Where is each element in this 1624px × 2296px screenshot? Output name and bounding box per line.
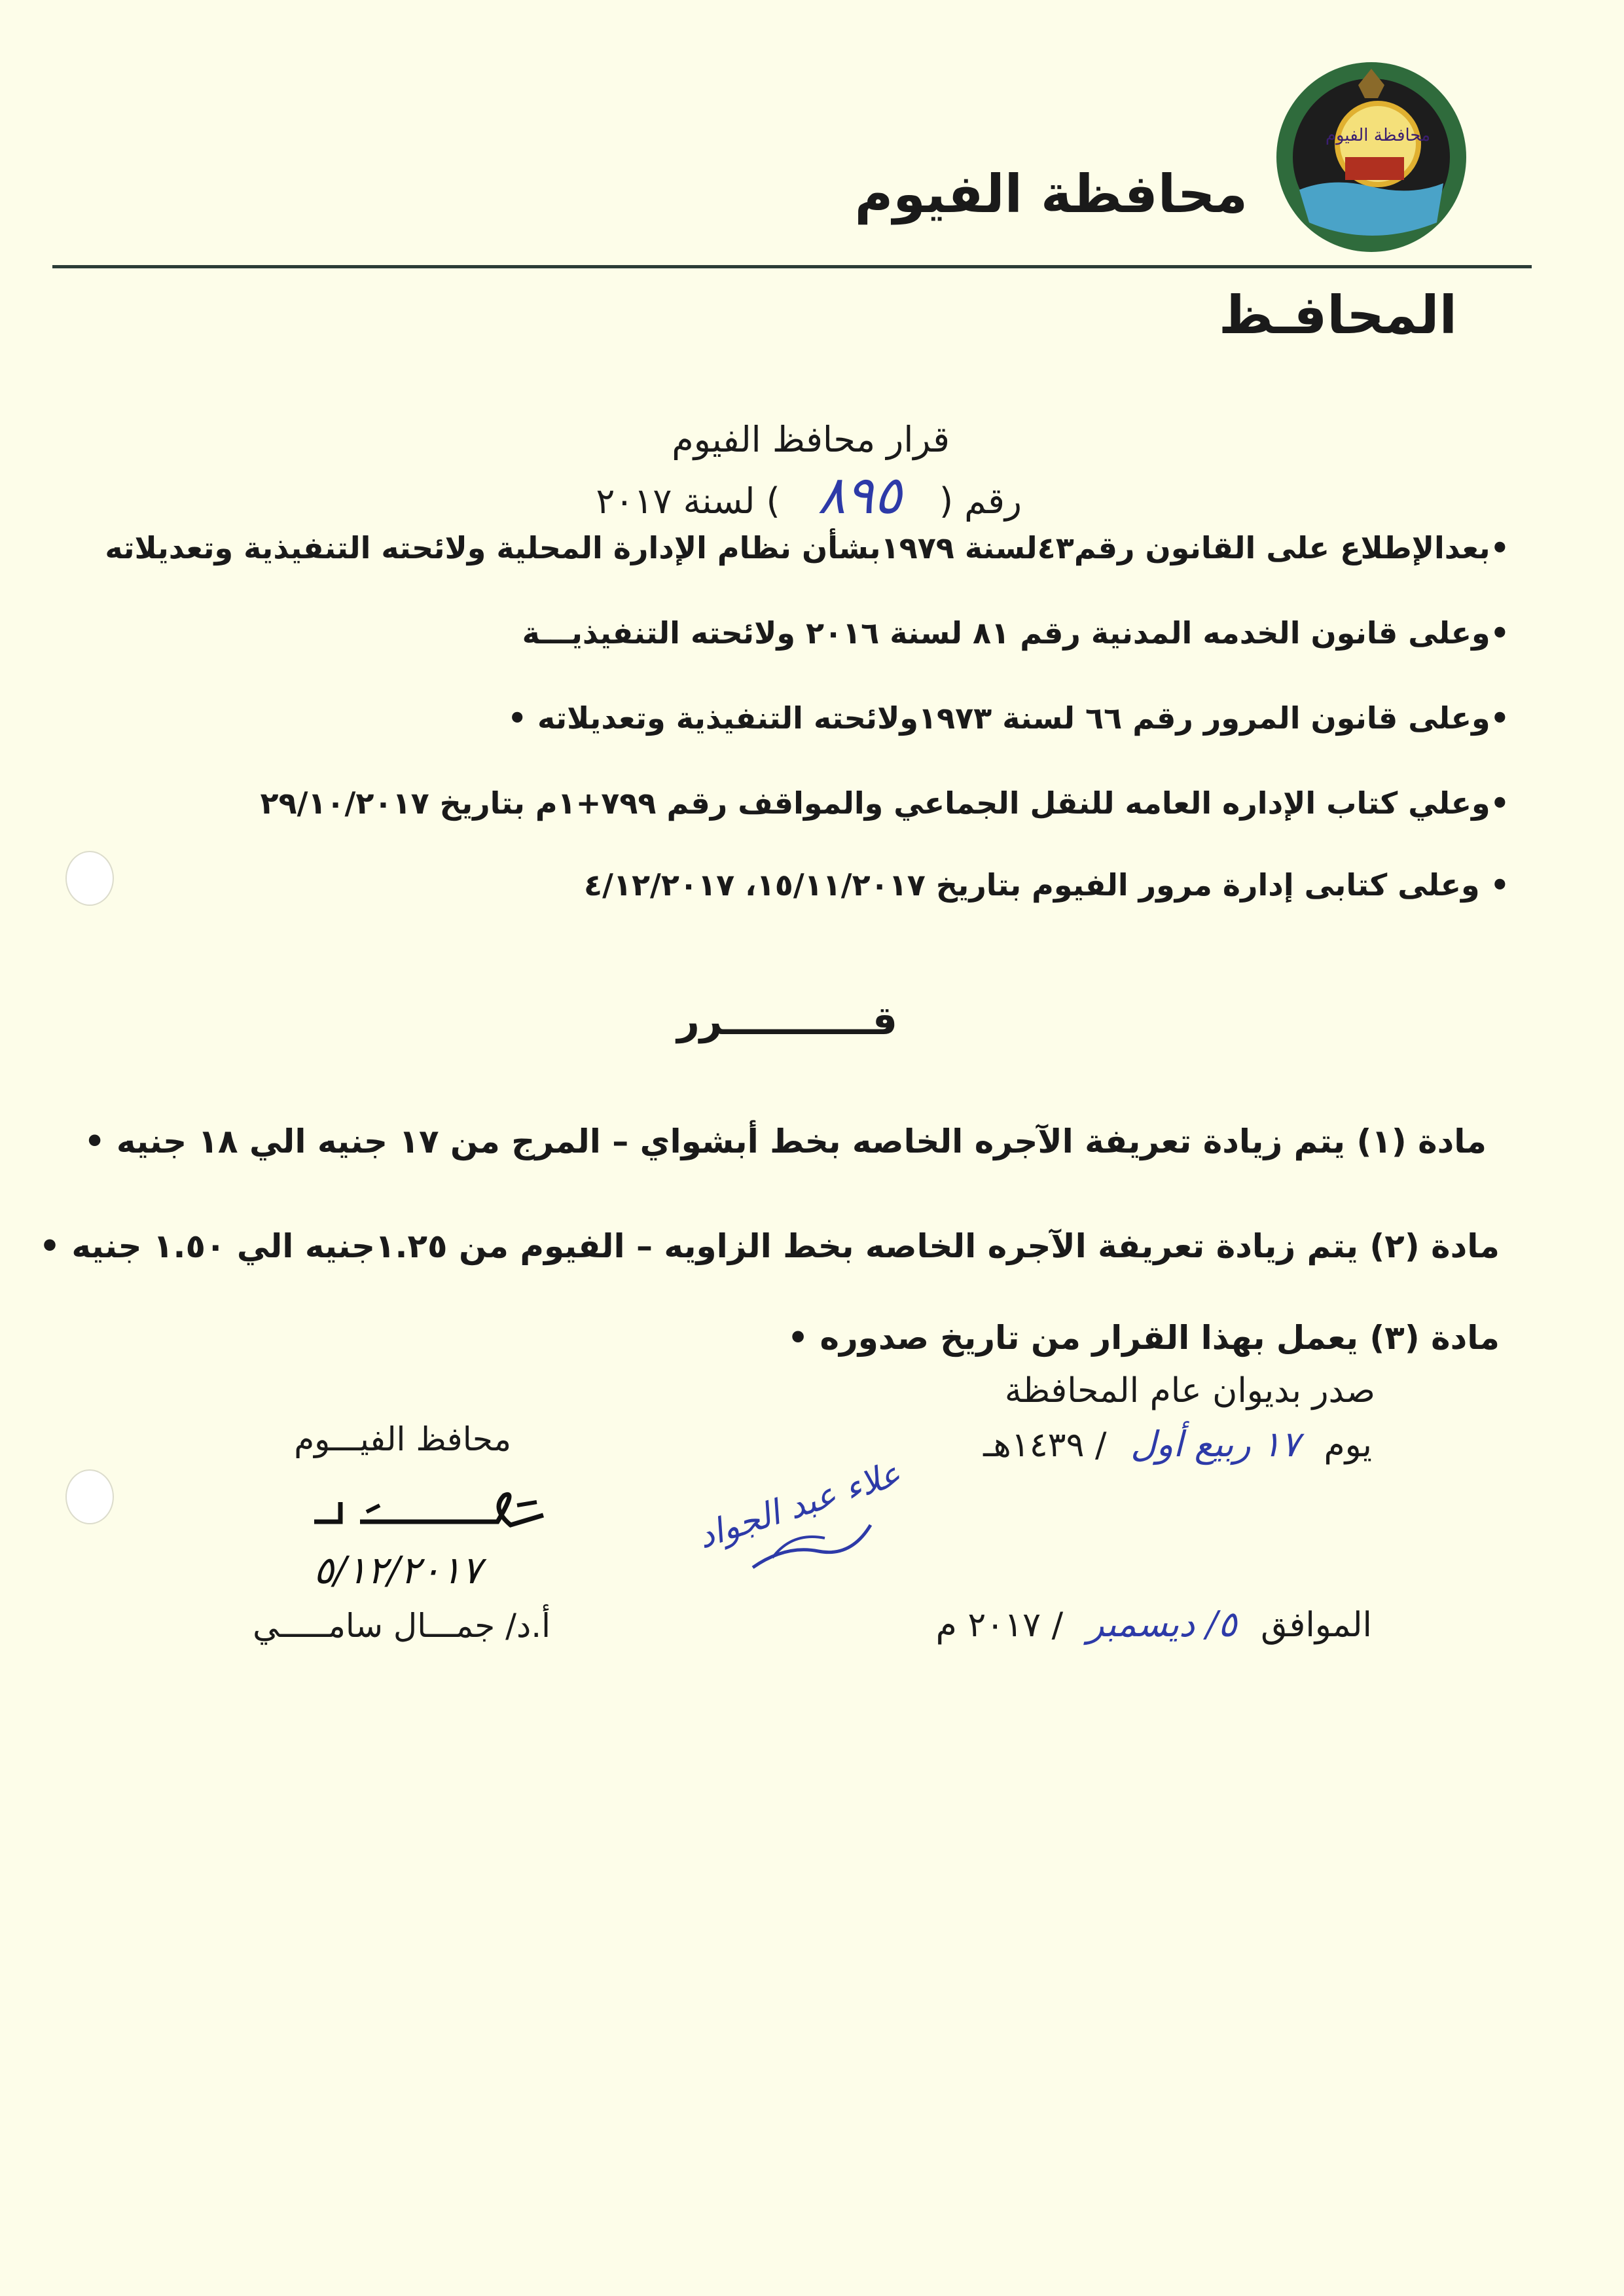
gregorian-date (936, 1604, 1372, 1645)
hijri-handwritten: ١٧ ربيع أول (1130, 1424, 1300, 1465)
secondary-signature-stroke (746, 1505, 877, 1580)
hijri-suffix: / ١٤٣٩هـ (983, 1426, 1107, 1465)
punch-hole-bottom (65, 1469, 114, 1524)
decree-number-prefix: رقم ( (939, 480, 1022, 522)
decree-title: قرار محافظ الفيوم (672, 419, 950, 460)
signatory-handwritten-date: ٥/١٢/٢٠١٧ (313, 1548, 482, 1592)
decree-number-suffix: ) لسنة ٢٠١٧ (596, 480, 780, 522)
decree-number-handwritten: ٨٩٥ (817, 465, 902, 526)
signatory-title: محافظ الفيـــوم (294, 1420, 511, 1458)
governor-signature (301, 1476, 563, 1551)
secondary-signature: علاء عبد الجواد (693, 1454, 906, 1557)
header-rule (52, 265, 1532, 268)
decree-number-line (596, 465, 1022, 526)
issued-at: صدر بديوان عام المحافظة (1004, 1371, 1375, 1410)
signatory-name: أ.د/ جمـــال سامـــــي (253, 1607, 550, 1645)
governorate-name: محافظة الفيوم (854, 164, 1248, 224)
gregorian-prefix: الموافق (1261, 1605, 1372, 1645)
governorate-seal (1273, 59, 1470, 255)
preamble-item: • وعلى كتابى إدارة مرور الفيوم بتاريخ ١٥/١١/٢٠١٧، ٤/١٢/٢٠١٧ (584, 867, 1509, 903)
preamble-item: •وعلي كتاب الإداره العامه للنقل الجماعي والمواقف رقم ٧٩٩+١م بتاريخ ٢٩/١٠/٢٠١٧ (260, 785, 1509, 821)
article-2: مادة (٢) يتم زيادة تعريفة الآجره الخاصه بخط الزاويه – الفيوم من ١.٢٥جنيه الي ١.٥٠ جنيه • (39, 1227, 1500, 1265)
decision-heading: قـــــــــــرر (677, 998, 897, 1044)
preamble-item: •بعدالإطلاع على القانون رقم٤٣لسنة ١٩٧٩بشأن نظام الإدارة المحلية ولائحته التنفيذية وتعديلاته (105, 530, 1509, 565)
article-1: مادة (١) يتم زيادة تعريفة الآجره الخاصه بخط أبشواي – المرج من ١٧ جنيه الي ١٨ جنيه • (84, 1122, 1487, 1160)
hijri-prefix: يوم (1324, 1426, 1372, 1465)
preamble-item: •وعلى قانون المرور رقم ٦٦ لسنة ١٩٧٣ولائحته التنفيذية وتعديلاته • (507, 700, 1509, 736)
punch-hole-top (65, 851, 114, 906)
preamble-item: •وعلى قانون الخدمه المدنية رقم ٨١ لسنة ٢٠١٦ ولائحته التنفيذيـــة (522, 615, 1509, 651)
svg-text:محافظة الفيوم: محافظة الفيوم (1325, 126, 1431, 145)
gregorian-suffix: / ٢٠١٧ م (935, 1605, 1064, 1645)
article-3: مادة (٣) يعمل بهذا القرار من تاريخ صدوره • (787, 1319, 1500, 1357)
office-title: المحافـظ (1218, 285, 1457, 346)
hijri-date (983, 1424, 1372, 1465)
gregorian-handwritten: ٥/ ديسمبر (1087, 1604, 1237, 1645)
